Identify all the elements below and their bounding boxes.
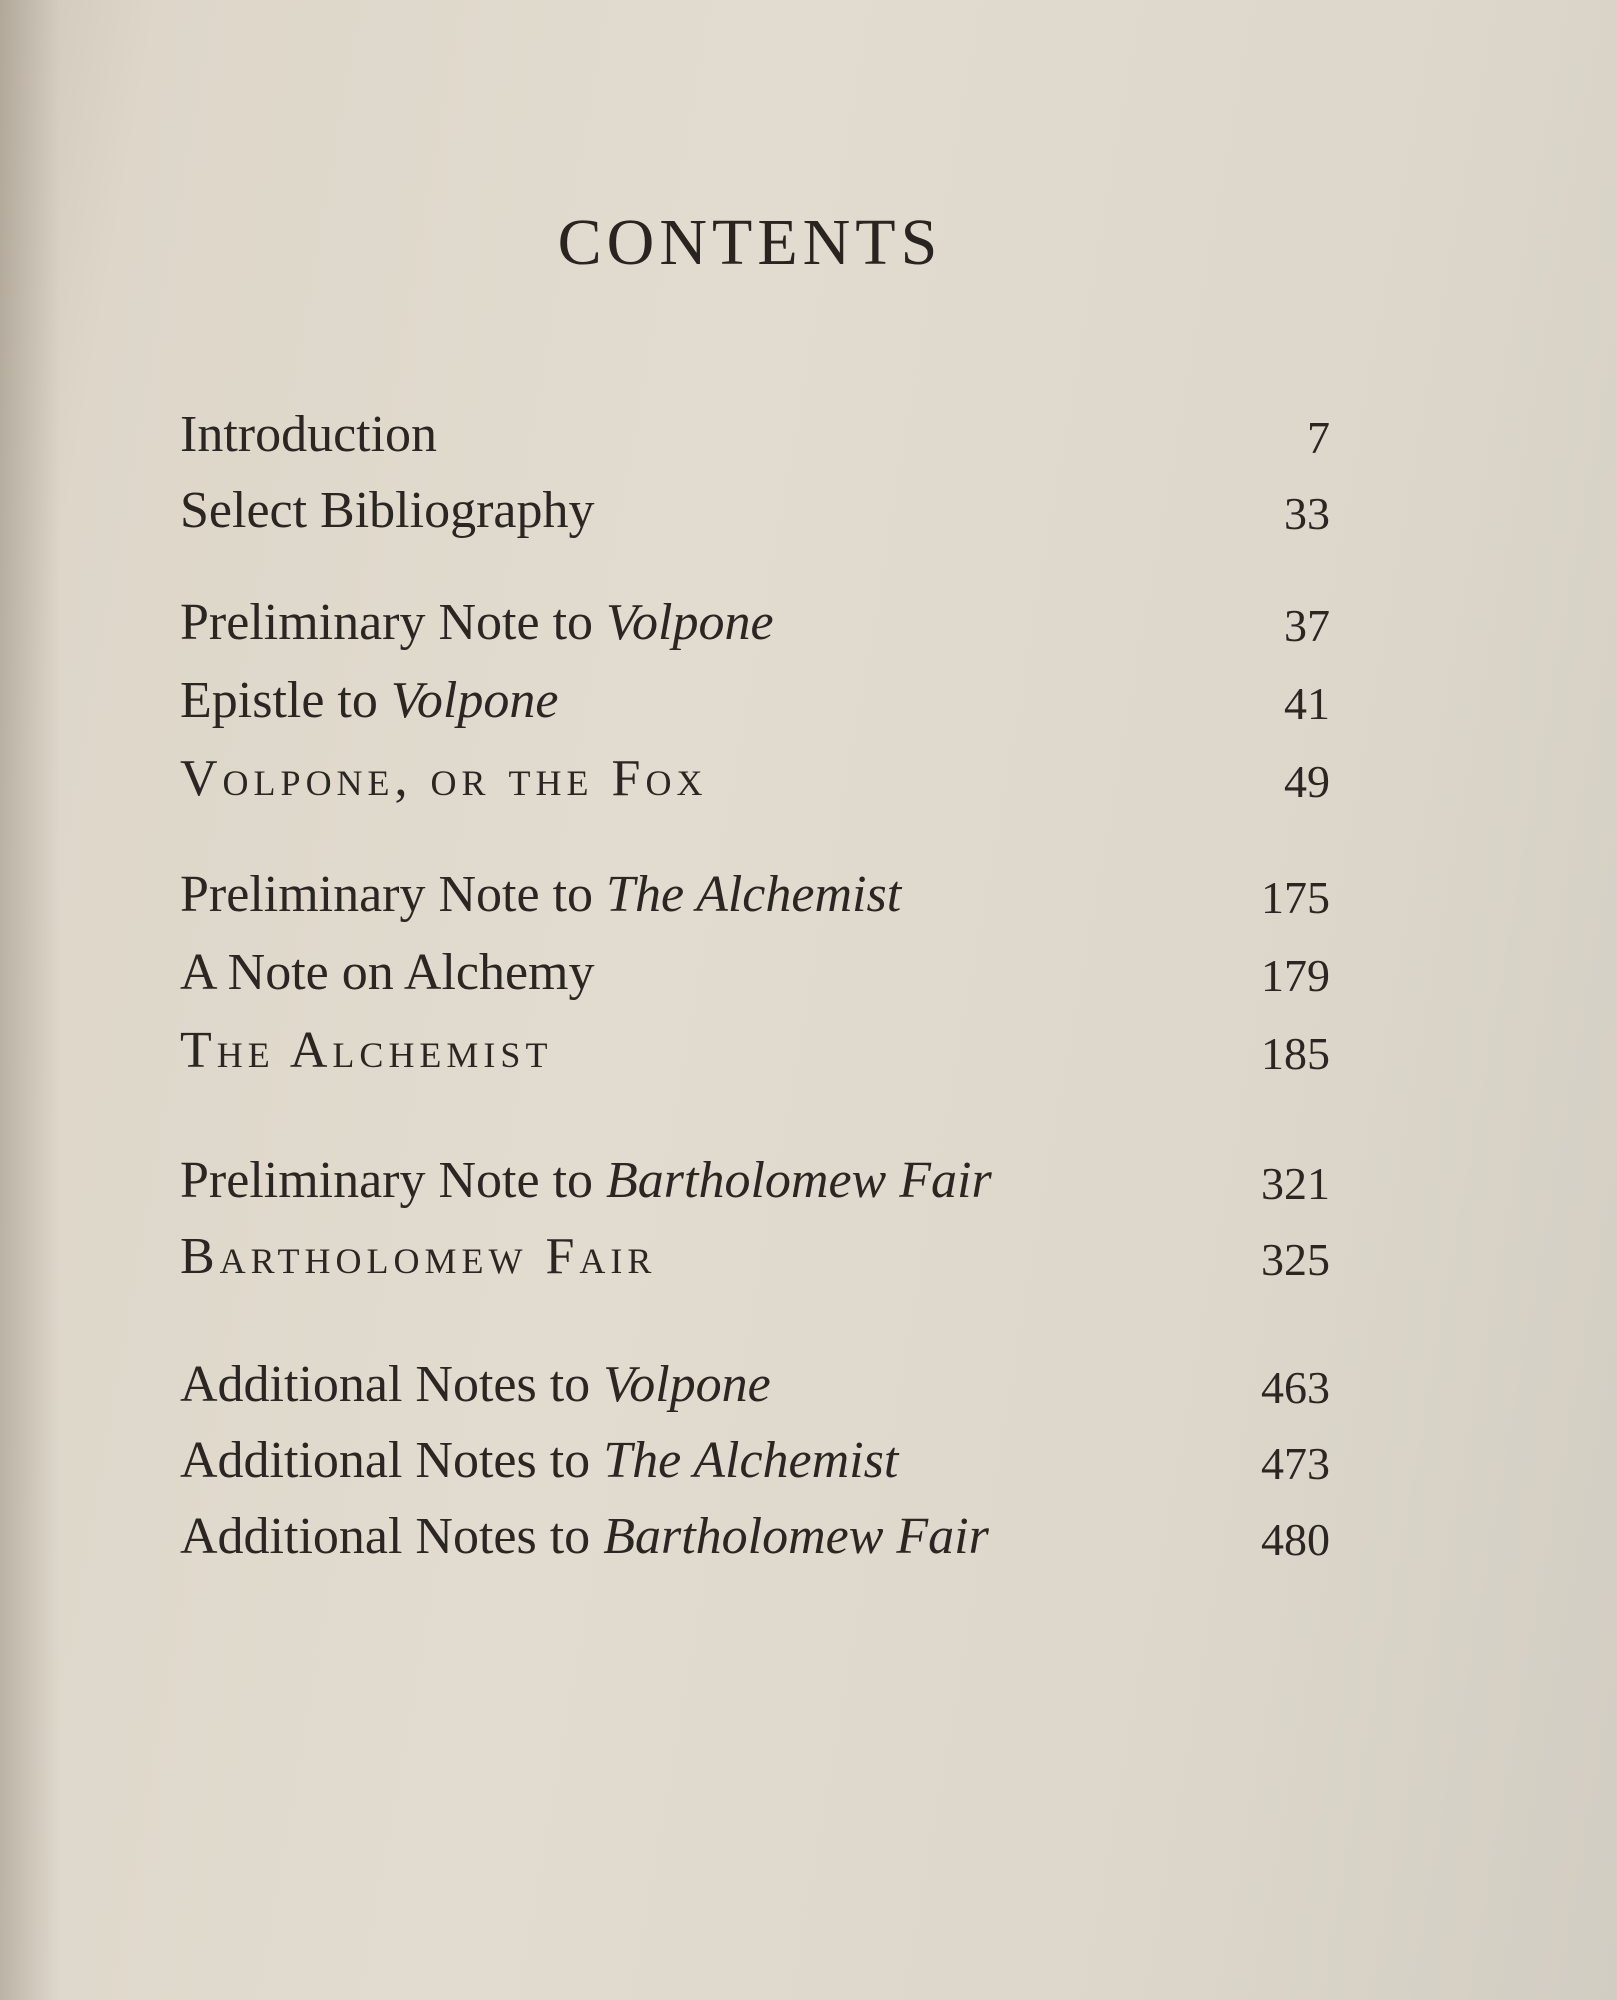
- toc-entry-title: Additional Notes to Volpone: [180, 1356, 771, 1413]
- toc-entry-note-on-alchemy: [180, 938, 1330, 1008]
- toc-entry-bartholomew-play: [180, 1222, 1330, 1292]
- toc-entry-title: Preliminary Note to Volpone: [180, 594, 774, 651]
- toc-entry-title: Bartholomew Fair: [180, 1228, 657, 1285]
- toc-entry-page: 49: [1284, 756, 1330, 807]
- toc-entry-page: 41: [1284, 678, 1330, 729]
- contents-heading: CONTENTS: [557, 206, 943, 279]
- toc-entry-additional-notes-volpone: [180, 1350, 1330, 1420]
- toc-entry-page: 7: [1307, 412, 1330, 463]
- toc-entry-title: Select Bibliography: [180, 482, 595, 539]
- toc-entry-additional-notes-alchemist: [180, 1426, 1330, 1496]
- toc-entry-title: Introduction: [180, 406, 438, 463]
- toc-entry-select-bibliography: [180, 476, 1330, 546]
- toc-entry-page: 33: [1284, 488, 1330, 539]
- toc-entry-title: Additional Notes to The Alchemist: [180, 1432, 899, 1489]
- toc-entry-title: Volpone, or the Fox: [180, 750, 708, 807]
- toc-entry-introduction: [180, 400, 1330, 470]
- toc-entry-page: 179: [1261, 950, 1330, 1001]
- toc-entry-alchemist-play: [180, 1016, 1330, 1086]
- toc-entry-title: A Note on Alchemy: [180, 944, 595, 1001]
- spine-shadow: [0, 0, 60, 2000]
- toc-entry-title: Additional Notes to Bartholomew Fair: [180, 1508, 989, 1565]
- toc-entry-page: 37: [1284, 600, 1330, 651]
- toc-entry-page: 321: [1261, 1158, 1330, 1209]
- toc-entry-page: 325: [1261, 1234, 1330, 1285]
- toc-entry-preliminary-note-bartholomew: [180, 1146, 1330, 1216]
- toc-entry-volpone-play: [180, 744, 1330, 814]
- toc-entry-preliminary-note-alchemist: [180, 860, 1330, 930]
- toc-entry-page: 480: [1261, 1514, 1330, 1565]
- toc-entry-page: 185: [1261, 1028, 1330, 1079]
- toc-entry-title: Preliminary Note to Bartholomew Fair: [180, 1152, 992, 1209]
- toc-entry-page: 473: [1261, 1438, 1330, 1489]
- toc-entry-title: Preliminary Note to The Alchemist: [180, 866, 902, 923]
- toc-entry-page: 175: [1261, 872, 1330, 923]
- toc-entry-additional-notes-bartholomew: [180, 1502, 1330, 1572]
- toc-entry-epistle-volpone: [180, 666, 1330, 736]
- toc-entry-title: Epistle to Volpone: [180, 672, 559, 729]
- toc-entry-title: The Alchemist: [180, 1022, 553, 1079]
- toc-entry-preliminary-note-volpone: [180, 588, 1330, 658]
- toc-entry-page: 463: [1261, 1362, 1330, 1413]
